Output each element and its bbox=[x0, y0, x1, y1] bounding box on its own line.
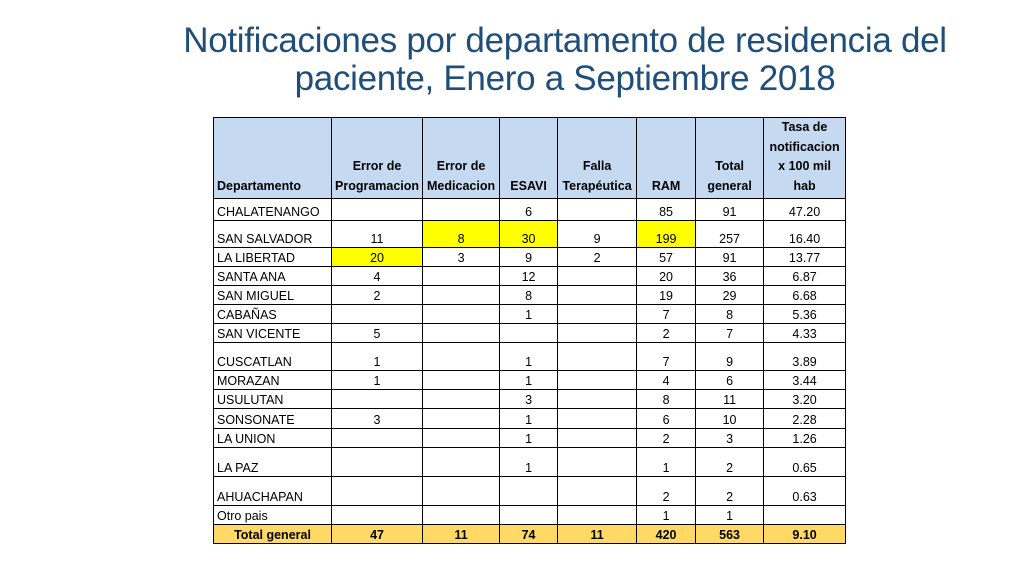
cell-falla-terapeutica bbox=[558, 324, 637, 343]
cell-departamento: AHUACHAPAN bbox=[214, 477, 332, 506]
cell-ram: 57 bbox=[637, 248, 696, 267]
cell-ram: 2 bbox=[637, 477, 696, 506]
total-error-medicacion: 11 bbox=[423, 525, 500, 544]
cell-total-general: 2 bbox=[696, 477, 764, 506]
cell-error-programacion bbox=[332, 506, 423, 525]
cell-departamento: LA UNION bbox=[214, 429, 332, 448]
cell-tasa: 3.20 bbox=[764, 390, 846, 409]
table-row bbox=[214, 286, 846, 305]
cell-departamento: SAN VICENTE bbox=[214, 324, 332, 343]
cell-esavi bbox=[500, 477, 558, 506]
table-row bbox=[214, 390, 846, 409]
cell-esavi: 1 bbox=[500, 371, 558, 390]
cell-falla-terapeutica bbox=[558, 506, 637, 525]
cell-ram: 6 bbox=[637, 409, 696, 429]
cell-departamento: SAN SALVADOR bbox=[214, 221, 332, 248]
header-departamento: Departamento bbox=[214, 118, 332, 199]
cell-esavi: 1 bbox=[500, 429, 558, 448]
cell-error-medicacion bbox=[423, 343, 500, 371]
table-row bbox=[214, 448, 846, 477]
table-row bbox=[214, 248, 846, 267]
cell-falla-terapeutica bbox=[558, 199, 637, 221]
cell-falla-terapeutica bbox=[558, 390, 637, 409]
total-ram: 420 bbox=[637, 525, 696, 544]
cell-error-medicacion bbox=[423, 267, 500, 286]
cell-departamento: CHALATENANGO bbox=[214, 199, 332, 221]
header-error-programacion: Error de Programacion bbox=[332, 118, 423, 199]
cell-ram: 4 bbox=[637, 371, 696, 390]
cell-ram: 85 bbox=[637, 199, 696, 221]
cell-departamento: LA PAZ bbox=[214, 448, 332, 477]
cell-falla-terapeutica bbox=[558, 286, 637, 305]
cell-error-medicacion bbox=[423, 506, 500, 525]
notifications-table bbox=[213, 117, 846, 544]
cell-esavi: 1 bbox=[500, 305, 558, 324]
cell-esavi: 30 bbox=[500, 221, 558, 248]
cell-ram: 19 bbox=[637, 286, 696, 305]
cell-falla-terapeutica bbox=[558, 343, 637, 371]
cell-falla-terapeutica bbox=[558, 448, 637, 477]
cell-ram: 8 bbox=[637, 390, 696, 409]
cell-ram: 199 bbox=[637, 221, 696, 248]
cell-falla-terapeutica bbox=[558, 267, 637, 286]
cell-tasa: 4.33 bbox=[764, 324, 846, 343]
cell-error-medicacion: 3 bbox=[423, 248, 500, 267]
header-total-general: Total general bbox=[696, 118, 764, 199]
cell-tasa bbox=[764, 506, 846, 525]
cell-error-programacion: 20 bbox=[332, 248, 423, 267]
cell-falla-terapeutica bbox=[558, 429, 637, 448]
table-row bbox=[214, 267, 846, 286]
cell-esavi bbox=[500, 324, 558, 343]
cell-falla-terapeutica: 9 bbox=[558, 221, 637, 248]
cell-departamento: SAN MIGUEL bbox=[214, 286, 332, 305]
cell-departamento: MORAZAN bbox=[214, 371, 332, 390]
total-label: Total general bbox=[214, 525, 332, 544]
cell-total-general: 6 bbox=[696, 371, 764, 390]
cell-error-medicacion bbox=[423, 199, 500, 221]
total-error-programacion: 47 bbox=[332, 525, 423, 544]
title-line-2: paciente, Enero a Septiembre 2018 bbox=[294, 59, 836, 98]
cell-tasa: 1.26 bbox=[764, 429, 846, 448]
table-row bbox=[214, 343, 846, 371]
cell-total-general: 3 bbox=[696, 429, 764, 448]
cell-esavi bbox=[500, 506, 558, 525]
cell-error-medicacion bbox=[423, 305, 500, 324]
cell-tasa: 47.20 bbox=[764, 199, 846, 221]
table-row bbox=[214, 409, 846, 429]
cell-total-general: 8 bbox=[696, 305, 764, 324]
table-row bbox=[214, 429, 846, 448]
cell-error-programacion: 2 bbox=[332, 286, 423, 305]
cell-error-programacion: 1 bbox=[332, 343, 423, 371]
cell-esavi: 8 bbox=[500, 286, 558, 305]
cell-falla-terapeutica bbox=[558, 305, 637, 324]
cell-total-general: 11 bbox=[696, 390, 764, 409]
cell-departamento: SONSONATE bbox=[214, 409, 332, 429]
cell-esavi: 12 bbox=[500, 267, 558, 286]
cell-error-medicacion bbox=[423, 286, 500, 305]
cell-tasa: 3.89 bbox=[764, 343, 846, 371]
cell-departamento: Otro pais bbox=[214, 506, 332, 525]
table-row bbox=[214, 305, 846, 324]
cell-error-medicacion bbox=[423, 324, 500, 343]
cell-esavi: 3 bbox=[500, 390, 558, 409]
cell-ram: 1 bbox=[637, 506, 696, 525]
cell-error-medicacion bbox=[423, 409, 500, 429]
table-row bbox=[214, 477, 846, 506]
cell-error-medicacion: 8 bbox=[423, 221, 500, 248]
cell-total-general: 1 bbox=[696, 506, 764, 525]
cell-departamento: CABAÑAS bbox=[214, 305, 332, 324]
cell-total-general: 7 bbox=[696, 324, 764, 343]
cell-tasa: 6.87 bbox=[764, 267, 846, 286]
cell-ram: 7 bbox=[637, 305, 696, 324]
total-general: 563 bbox=[696, 525, 764, 544]
cell-total-general: 91 bbox=[696, 199, 764, 221]
cell-total-general: 2 bbox=[696, 448, 764, 477]
total-esavi: 74 bbox=[500, 525, 558, 544]
title-line-1: Notificaciones por departamento de residencia del bbox=[183, 21, 947, 60]
cell-esavi: 1 bbox=[500, 409, 558, 429]
cell-falla-terapeutica bbox=[558, 371, 637, 390]
cell-ram: 2 bbox=[637, 429, 696, 448]
cell-tasa: 16.40 bbox=[764, 221, 846, 248]
cell-tasa: 2.28 bbox=[764, 409, 846, 429]
cell-tasa: 13.77 bbox=[764, 248, 846, 267]
cell-error-programacion: 11 bbox=[332, 221, 423, 248]
table-row bbox=[214, 221, 846, 248]
cell-error-programacion bbox=[332, 477, 423, 506]
table-row bbox=[214, 324, 846, 343]
cell-esavi: 1 bbox=[500, 448, 558, 477]
total-row bbox=[214, 525, 846, 544]
cell-error-programacion bbox=[332, 448, 423, 477]
cell-error-programacion: 3 bbox=[332, 409, 423, 429]
header-row bbox=[214, 118, 846, 199]
cell-total-general: 10 bbox=[696, 409, 764, 429]
cell-error-programacion: 5 bbox=[332, 324, 423, 343]
total-falla-terapeutica: 11 bbox=[558, 525, 637, 544]
cell-departamento: USULUTAN bbox=[214, 390, 332, 409]
cell-error-programacion bbox=[332, 305, 423, 324]
cell-error-programacion: 4 bbox=[332, 267, 423, 286]
header-esavi: ESAVI bbox=[500, 118, 558, 199]
cell-falla-terapeutica bbox=[558, 409, 637, 429]
cell-departamento: LA LIBERTAD bbox=[214, 248, 332, 267]
header-tasa-notificacion: Tasa de notificacion x 100 mil hab bbox=[764, 118, 846, 199]
cell-tasa: 3.44 bbox=[764, 371, 846, 390]
header-falla-terapeutica: Falla Terapéutica bbox=[558, 118, 637, 199]
cell-tasa: 6.68 bbox=[764, 286, 846, 305]
cell-ram: 7 bbox=[637, 343, 696, 371]
cell-tasa: 0.63 bbox=[764, 477, 846, 506]
cell-departamento: CUSCATLAN bbox=[214, 343, 332, 371]
header-error-medicacion: Error de Medicacion bbox=[423, 118, 500, 199]
cell-departamento: SANTA ANA bbox=[214, 267, 332, 286]
cell-ram: 20 bbox=[637, 267, 696, 286]
header-ram: RAM bbox=[637, 118, 696, 199]
cell-falla-terapeutica: 2 bbox=[558, 248, 637, 267]
cell-total-general: 36 bbox=[696, 267, 764, 286]
cell-error-programacion bbox=[332, 390, 423, 409]
cell-error-medicacion bbox=[423, 390, 500, 409]
cell-error-programacion bbox=[332, 199, 423, 221]
cell-esavi: 9 bbox=[500, 248, 558, 267]
cell-total-general: 257 bbox=[696, 221, 764, 248]
cell-total-general: 29 bbox=[696, 286, 764, 305]
cell-tasa: 0.65 bbox=[764, 448, 846, 477]
cell-error-medicacion bbox=[423, 371, 500, 390]
total-tasa: 9.10 bbox=[764, 525, 846, 544]
cell-falla-terapeutica bbox=[558, 477, 637, 506]
table-row bbox=[214, 506, 846, 525]
cell-error-programacion: 1 bbox=[332, 371, 423, 390]
table-row bbox=[214, 199, 846, 221]
cell-error-medicacion bbox=[423, 477, 500, 506]
table-row bbox=[214, 371, 846, 390]
cell-total-general: 9 bbox=[696, 343, 764, 371]
cell-esavi: 1 bbox=[500, 343, 558, 371]
cell-error-medicacion bbox=[423, 448, 500, 477]
cell-error-medicacion bbox=[423, 429, 500, 448]
cell-ram: 1 bbox=[637, 448, 696, 477]
cell-total-general: 91 bbox=[696, 248, 764, 267]
cell-esavi: 6 bbox=[500, 199, 558, 221]
cell-tasa: 5.36 bbox=[764, 305, 846, 324]
slide-title bbox=[150, 22, 980, 98]
cell-ram: 2 bbox=[637, 324, 696, 343]
cell-error-programacion bbox=[332, 429, 423, 448]
